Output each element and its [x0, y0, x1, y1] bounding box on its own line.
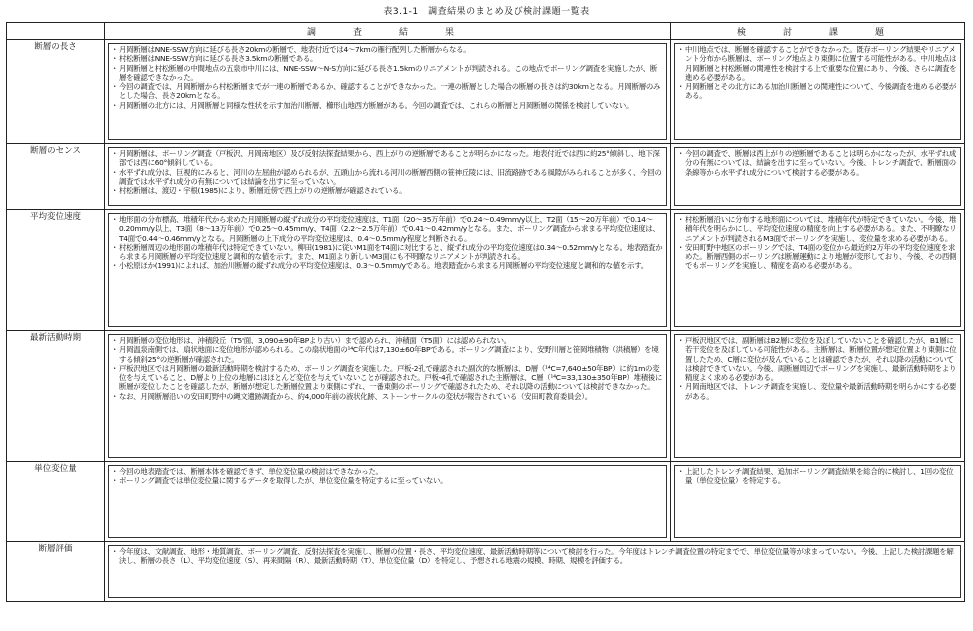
list-item: ・ 小松原ほか(1991)によれば、加治川断層の縦ずれ成分の平均変位速度は、0.3～0.5mm/yである。地表踏査から求まる月岡断層の平均変位速度と調和的な値を示す。 [112, 261, 664, 270]
list-item: ・ 月岡断層の変位地形は、沖積段丘（T5'面、3,090±90年BPより古い）まで認められ、沖積面（T5面）には認められない。 [112, 336, 664, 345]
row-label: 最新活動時期 [7, 331, 105, 462]
table-row [7, 542, 965, 602]
header-row [7, 23, 965, 40]
list-item: ・ 水平ずれ成分は、巨視的にみると、河川の左屈曲が認められるが、五頭山から流れる河川の断層西側の笹神丘陵には、旧流路跡である風隙がみられることが多く、今回の調査では水平ずれ成分の有無については結論を出すに至っていない。 [112, 168, 664, 187]
list-item: ・ 中川地点では、断層を確認することができなかった。既存ボーリング結果やリニアメント分布から断層は、ボーリング地点より東側に位置する可能性がある。中川地点は月岡断層と村松断層の関連性を検討する上で重要な位置にあり、今後、さらに調査を進める必要がある。 [678, 45, 958, 82]
table-row [7, 331, 965, 462]
results-cell [108, 147, 667, 206]
results-cell [108, 465, 667, 538]
table-row [7, 144, 965, 210]
list-item: ・ 月岡断層の北方には、月岡断層と同様な性状を示す加治川断層、櫛形山地西方断層がある。今回の調査では、これらの断層と月岡断層の関係を検討していない。 [112, 101, 664, 110]
list-item: ・ 今回の地表踏査では、断層本体を確認できず、単位変位量の検討はできなかった。 [112, 467, 664, 476]
results-cell [108, 43, 667, 140]
issues-cell [674, 213, 961, 327]
row-label: 単位変位量 [7, 462, 105, 542]
row-label: 断層の長さ [7, 40, 105, 144]
list-item: ・ 今回の調査では、月岡断層から村松断層までが一連の断層であるか、確認することができなかった。一連の断層とした場合の断層の長さは約30kmとなる。月岡断層のみとした場合、長さ20kmとなる。 [112, 82, 664, 101]
results-cell [108, 213, 667, 327]
list-item: ・ 戸板沢地区では月岡断層の最新活動時期を検討するため、ボーリング調査を実施した。戸板-2孔で確認された副次的な断層は、D層（¹⁴C=7,640±50年BP）に約1mの変位を与えていること、D層より上位の地層にはほとんど変位を与えていないことが確認された。戸板-4孔で確認された主断層は、C層（¹⁴C=33,130±350年BP）堆積後に断層が変位したことを確認したが、断層が想定した断層位置より東側にずれ、一番東側のボーリングで確認されたため、それ以降の活動については検討できなかった。 [112, 364, 664, 392]
list-item: ・ 村松断層周辺の地形面の堆積年代は特定できていない。柳田(1981)に従いM1面をT4面に対比すると、縦ずれ成分の平均変位速度は0.34～0.52mm/yとなる。地表踏査から求まる月岡断層の平均変位速度と調和的な値を示す。また、M1面より新しいM3面にも不明瞭なリニアメントが判読される。 [112, 243, 664, 262]
issues-cell [674, 334, 961, 458]
table-row [7, 462, 965, 542]
row-label: 断層のセンス [7, 144, 105, 210]
list-item: ・ 月岡断層と村松断層の中間地点の五泉市中川には、NNE-SSW～N-S方向に延びる長さ1.5kmのリニアメントが判読される。この地点でボーリング調査を実施したが、断層を確認できなかった。 [112, 64, 664, 83]
list-item: ・ 月岡断層とその北方にある加治川断層との関連性について、今後調査を進める必要がある。 [678, 82, 958, 101]
list-item: ・ 今年度は、文献調査、地形・地質調査、ボーリング調査、反射法探査を実施し、断層の位置・長さ、平均変位速度、最新活動時期等について検討を行った。今年度はトレンチ調査位置の特定までで、単位変位量等が求まっていない。今後、上記した検討課題を解決し、断層の長さ（L）、平均変位速度（S）、再来間隔（R）、最新活動時期（T）、単位変位量（D）を特定し、予想される地震の規模、時期、規模を評価する。 [112, 547, 958, 566]
list-item: ・ 村松断層は、渡辺・宇根(1985)により、断層近傍で西上がりの逆断層が確認されている。 [112, 186, 664, 195]
list-item: ・ 村松断層沿いに分布する地形面については、堆積年代が特定できていない。今後、堆積年代を明らかにし、平均変位速度の精度を向上する必要がある。また、不明瞭なリニアメントが判読されるM3面でボーリングを実施し、変位量を求める必要がある。 [678, 215, 958, 243]
list-item: ・ 月岡断層はNNE-SSW方向に延びる長さ20kmの断層で、地表付近では4～7kmの雁行配列した断層からなる。 [112, 45, 664, 54]
list-item: ・ なお、月岡断層沿いの安田町野中の縄文遺跡調査から、約4,000年前の液状化跡、ストーンサークルの変状が報告されている（安田町教育委員会）。 [112, 392, 664, 401]
list-item: ・ 今回の調査で、断層は西上がりの逆断層であることは明らかになったが、水平ずれ成分の有無については、結論を出すに至っていない。今後、トレンチ調査で、断層面の条線等から水平ずれ成分について検討する必要がある。 [678, 149, 958, 177]
row-label: 断層評価 [7, 542, 105, 602]
list-item: ・ 月岡南地区では、トレンチ調査を実施し、変位量や最新活動時期を明らかにする必要がある。 [678, 382, 958, 401]
list-item: ・ 安田町野中地区のボーリングでは、T4面の変位から最近約2万年の平均変位速度を求めた。断層西側のボーリングは断層運動により地層が変形しており、今後、その西側でもボーリングを実施し、精度を高める必要がある。 [678, 243, 958, 271]
list-item: ・ 月岡断層は、ボーリング調査（戸板沢、月岡南地区）及び反射法探査結果から、西上がりの逆断層であることが明らかになった。地表付近では西に約25°傾斜し、地下深部では西に60°傾斜している。 [112, 149, 664, 168]
table-row [7, 40, 965, 144]
summary-table [6, 22, 965, 602]
issues-cell [674, 43, 961, 140]
list-item: ・ ボーリング調査では単位変位量に関するデータを取得したが、単位変位量を特定するに至っていない。 [112, 476, 664, 485]
summary-cell [108, 545, 961, 598]
issues-cell [674, 147, 961, 206]
results-cell [108, 334, 667, 458]
header-item [7, 23, 105, 40]
table-title: 表3.1-1 調査結果のまとめ及び検討課題一覧表 [383, 7, 590, 17]
list-item: ・ 地形面の分布標高、堆積年代から求めた月岡断層の縦ずれ成分の平均変位速度は、T1面（20～35万年前）で0.24～0.49mm/y以上、T2面（15～20万年前）で0.14～0.20mm/y以上、T3面（8～13万年前）で0.25～0.45mm/y、T4面（2.2～2.5万年前）で0.41～0.42mm/yとなる。また、ボーリング調査から求まる平均変位速度は、T4面で0.44～0.46mm/yとなる。月岡断層の上下成分の平均変位速度は、0.4～0.5mm/y程度と判断される。 [112, 215, 664, 243]
list-item: ・ 村松断層はNNE-SSW方向に延びる長さ3.5kmの断層である。 [112, 54, 664, 63]
table-row [7, 210, 965, 331]
list-item: ・ 月岡温泉南側では、扇状地面に変位地形が認められる。この扇状地面の¹⁴C年代は7,130±60年BPである。ボーリング調査により、安野川層と笹岡堆積物（洪積層）を境する傾斜25°の逆断層が確認された。 [112, 345, 664, 364]
list-item: ・ 戸板沢地区では、副断層はB2層に変位を及ぼしていないことを確認したが、B1層に若干変位を及ぼしている可能性がある。主断層は、断層位置が想定位置より東側に位置したため、C層に変位が及んでいることは確認できたが、それ以降の活動については検討できていない。今後、両断層周辺でボーリングを実施し、最新活動時期をより精度よく求める必要がある。 [678, 336, 958, 382]
row-label: 平均変位速度 [7, 210, 105, 331]
issues-cell [674, 465, 961, 538]
list-item: ・ 上記したトレンチ調査結果、追加ボーリング調査結果を総合的に検討し、1回の変位量（単位変位量）を特定する。 [678, 467, 958, 486]
header-issues: 検 討 課 題 [671, 23, 965, 40]
header-results: 調 査 結 果 [105, 23, 671, 40]
